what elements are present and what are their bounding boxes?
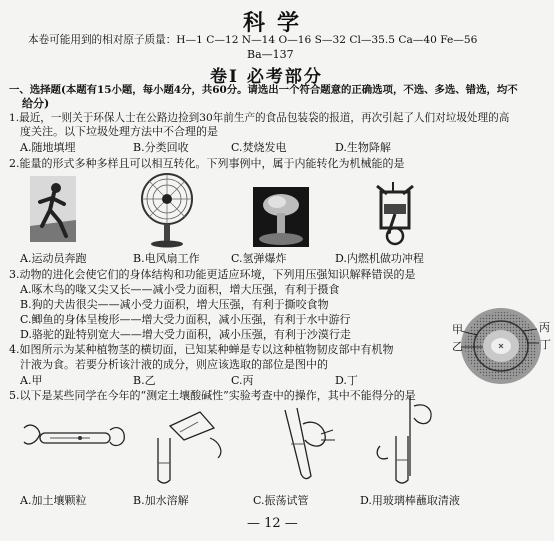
q5-option-d: D.用玻璃棒蘸取清液 [360,494,460,507]
combustion-engine-figure [371,180,419,248]
electric-fan-photo [138,172,196,248]
figure-label-bing: 丙 [539,321,550,334]
section-title: 卷Ⅰ 必考部分 [210,67,323,87]
atomic-masses-line2: Ba—137 [247,48,294,61]
q5-option-b: B.加水溶解 [133,494,189,507]
q4-option-a: A.甲 [20,374,43,387]
q4-option-d: D.丁 [335,374,358,387]
atomic-masses-line1: 本卷可能用到的相对原子质量：H—1 C—12 N—14 O—16 S—32 Cl—35.5 Ca—40 Fe—56 [28,34,478,46]
q3-option-a: A.啄木鸟的喙又尖又长——减小受力面积，增大压强，有利于摄食 [20,283,340,296]
page-number: — 12 — [247,516,298,531]
q2-option-c: C.氢弹爆炸 [231,252,287,265]
q2-option-d: D.内燃机做功冲程 [335,252,424,265]
q4-stem-line2: 汁液为食。若要分析该汁液的成分，则应该选取的部位是图中的 [20,358,328,371]
q4-stem-line1: 4.如图所示为某种植物茎的横切面，已知某种蝉是专以这种植物韧皮部中有机物 [9,343,394,356]
page-title: 科学 [243,10,312,36]
q3-option-b: B.狗的犬齿很尖——减小受力面积，增大压强，有利于撕咬食物 [20,298,329,311]
q3-option-d: D.骆驼的趾特别宽大——增大受力面积，减小压强，有利于沙漠行走 [20,328,351,341]
q1-option-c: C.焚烧发电 [231,141,287,154]
q1-option-d: D.生物降解 [335,141,391,154]
q5-option-a: A.加土壤颗粒 [20,494,87,507]
figure-label-yi: 乙 [452,340,463,353]
q1-option-b: B.分类回收 [133,141,189,154]
q4-option-c: C.丙 [231,374,254,387]
figure-label-jia: 甲 [452,323,463,336]
instructions-line2: 给分) [22,97,50,110]
q3-option-c: C.鲫鱼的身体呈梭形——增大受力面积，减小压强，有利于水中游行 [20,313,351,326]
shake-tube-figure [255,404,340,488]
q1-stem-line2: 度关注。以下垃圾处理方法中不合理的是 [20,125,218,138]
q5-stem-line1: 5.以下是某些同学在今年的“测定土壤酸碱性”实验考查中的操作，其中不能得分的是 [9,389,416,402]
q3-stem-line1: 3.动物的进化会使它们的身体结构和功能更适应环境，下列用压强知识解释错误的是 [9,268,416,281]
instructions-line1: 一、选择题(本题有15小题，每小题4分，共60分。请选出一个符合题意的正确选项，不选、多选、错选，均不 [9,84,518,96]
q1-stem-line1: 1.最近，一则关于环保人士在公路边捡到30年前生产的食品包装袋的报道，再次引起了人们对垃圾处理的高 [9,112,510,124]
figure-label-ding: 丁 [540,338,551,351]
hydrogen-bomb-photo [253,187,309,247]
q1-option-a: A.随地填埋 [20,141,76,154]
q2-stem-line1: 2.能量的形式多种多样且可以相互转化。下列事例中，属于内能转化为机械能的是 [9,157,405,170]
runner-photo [30,176,76,242]
add-soil-figure [20,408,130,478]
add-water-figure [140,408,230,488]
glass-rod-figure [370,396,450,488]
q5-option-c: C.振荡试管 [253,494,309,507]
q2-option-a: A.运动员奔跑 [20,252,87,265]
q4-option-b: B.乙 [133,374,156,387]
q2-option-b: B.电风扇工作 [133,252,200,265]
